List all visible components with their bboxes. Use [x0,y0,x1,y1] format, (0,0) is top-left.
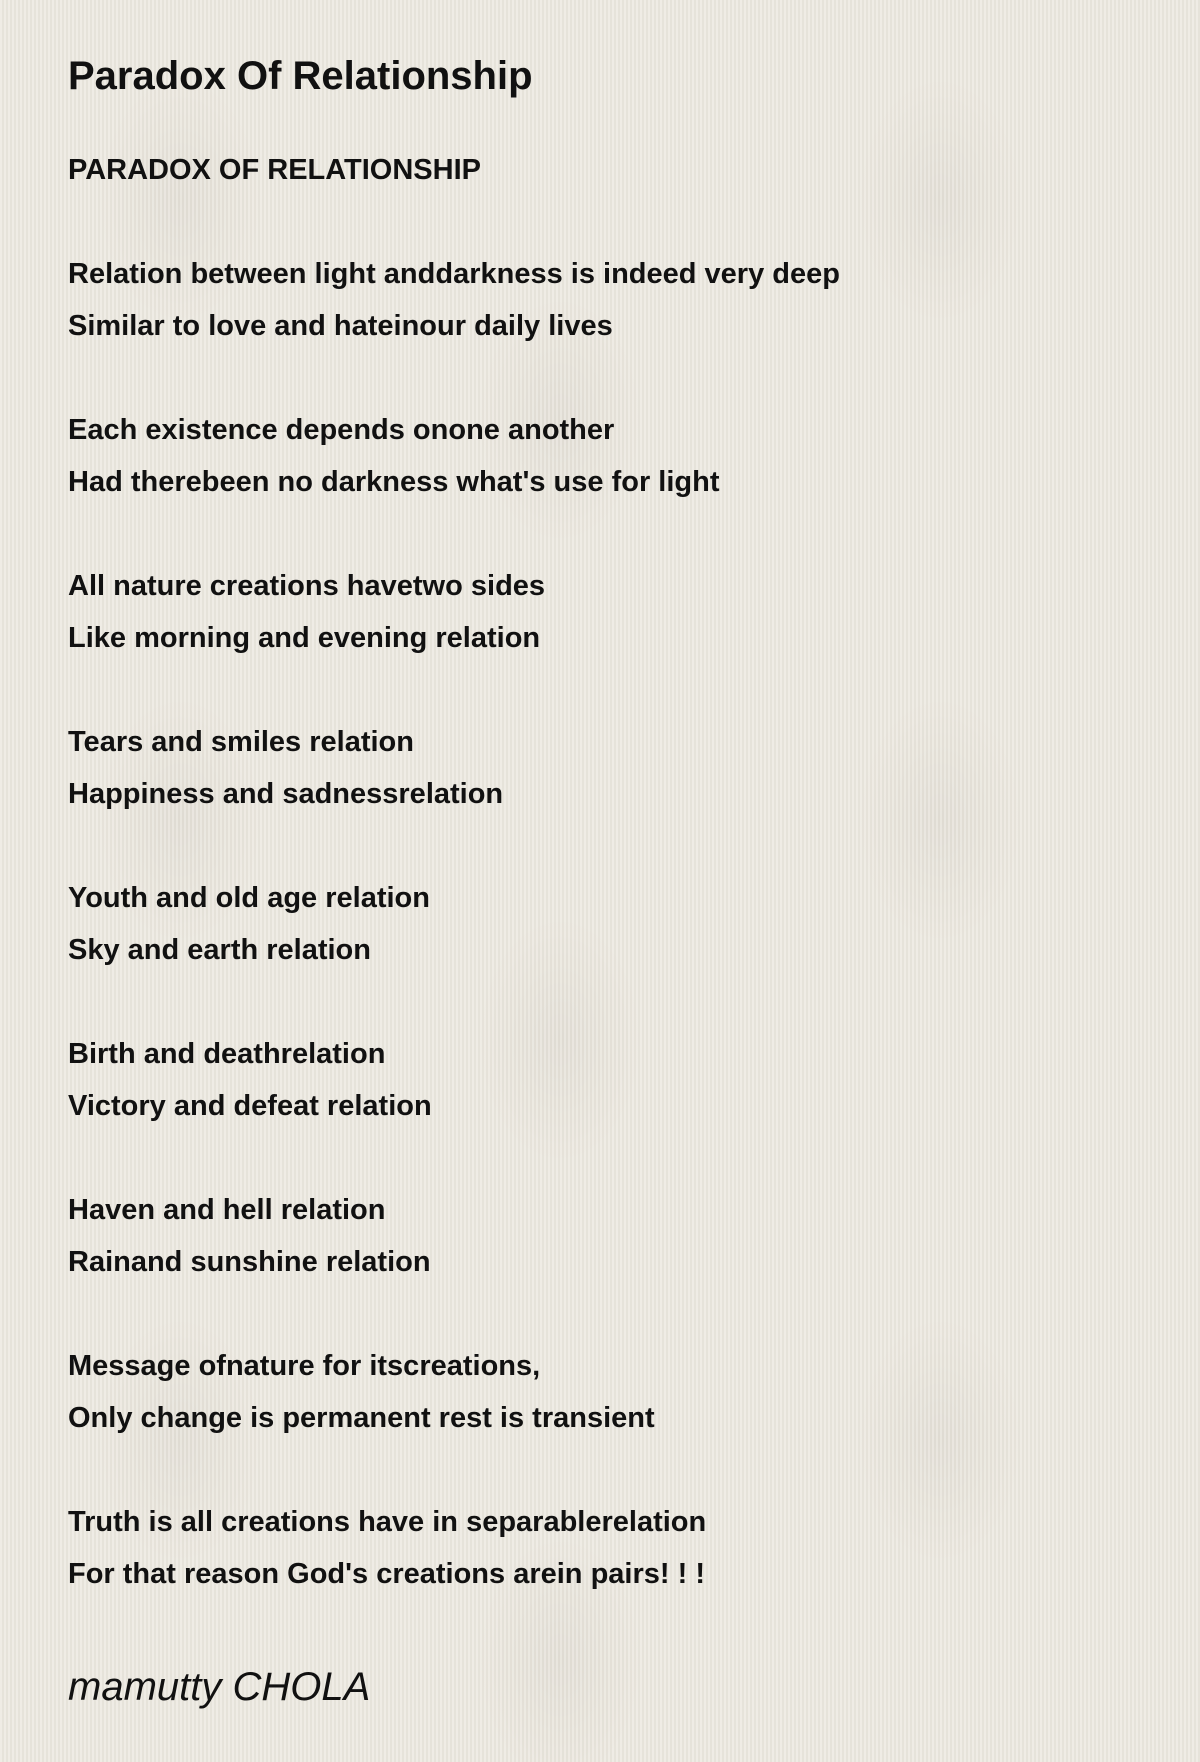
poem-line: Only change is permanent rest is transient [68,1402,655,1434]
poem-line: Haven and hell relation [68,1194,386,1226]
stanza [68,1496,1148,1600]
stanza [68,1028,1148,1132]
stanza [68,716,1148,820]
poem-line: All nature creations havetwo sides [68,570,546,602]
poem-line: Like morning and evening relation [68,622,541,654]
stanza [68,248,1148,352]
poem-line: Victory and defeat relation [68,1090,432,1122]
poem-line: Rainand sunshine relation [68,1246,431,1278]
poem-line: Had therebeen no darkness what's use for light [68,466,720,498]
poem-line: Birth and deathrelation [68,1038,386,1070]
poem-line: Youth and old age relation [68,882,430,914]
poem-line: Similar to love and hateinour daily lives [68,310,613,342]
stanza [68,872,1148,976]
poem-line: Message ofnature for itscreations, [68,1350,541,1382]
stanza [68,1340,1148,1444]
poem-line: Relation between light anddarkness is indeed very deep [68,258,840,290]
poem-line: Sky and earth relation [68,934,371,966]
poem-line: Tears and smiles relation [68,726,414,758]
author-name: mamutty CHOLA [68,1665,371,1709]
poem-card [68,46,1148,1652]
stanza [68,560,1148,664]
poem-title: Paradox Of Relationship [68,54,533,98]
poem-body [68,144,1148,1600]
poem-line: Truth is all creations have in separablerelation [68,1506,707,1538]
stanza [68,404,1148,508]
poem-line: For that reason God's creations arein pairs! ! ! [68,1558,705,1590]
poem-line: Happiness and sadnessrelation [68,778,504,810]
stanza [68,1184,1148,1288]
poem-heading: PARADOX OF RELATIONSHIP [68,154,481,186]
poem-line: Each existence depends onone another [68,414,615,446]
